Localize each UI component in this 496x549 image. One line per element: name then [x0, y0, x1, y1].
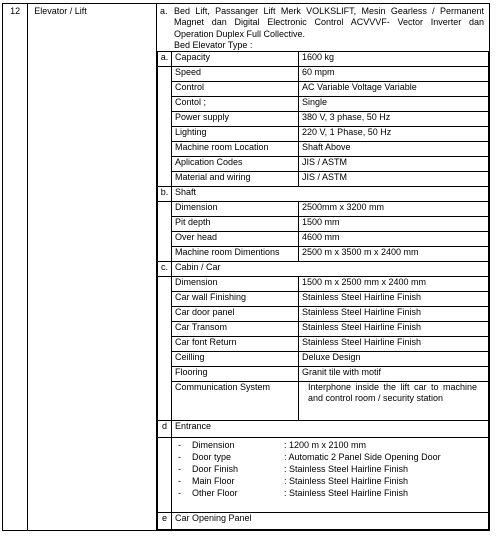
- communication-text: Interphone inside the lift car to machine and control room / security station: [307, 382, 477, 404]
- spec-value: Granit tile with motif: [298, 367, 488, 382]
- section-e-label: e: [157, 513, 171, 530]
- spec-key: Power supply: [171, 112, 298, 127]
- section-c-label: c.: [157, 262, 171, 277]
- spec-value: Stainless Steel Hairline Finish: [298, 337, 488, 352]
- label-cell: [157, 232, 171, 247]
- spec-value: 1500 m x 2500 mm x 2400 mm: [298, 277, 488, 292]
- entrance-value: : Stainless Steel Hairline Finish: [283, 476, 409, 486]
- spec-row: [157, 157, 488, 172]
- section-b-title: Shaft: [171, 187, 488, 202]
- label-cell: [157, 82, 171, 97]
- spec-row: [157, 232, 488, 247]
- spec-key: Contol ;: [171, 97, 298, 112]
- bullet-dash: -: [177, 440, 181, 450]
- label-cell: [157, 127, 171, 142]
- entrance-block: [157, 438, 488, 513]
- spec-key: Over head: [171, 232, 298, 247]
- label-cell: [157, 307, 171, 322]
- spec-key: Car font Return: [171, 337, 298, 352]
- label-cell: [157, 157, 171, 172]
- spec-value: 1500 mm: [298, 217, 488, 232]
- bullet-dash: -: [177, 452, 181, 462]
- spec-row: [157, 67, 488, 82]
- intro-label: a.: [159, 6, 168, 16]
- entrance-key: Door Finish: [191, 464, 238, 474]
- spec-value: 2500mm x 3200 mm: [298, 202, 488, 217]
- spec-value: JIS / ASTM: [298, 157, 488, 172]
- spec-table: [2, 3, 490, 531]
- spec-value: AC Variable Voltage Variable: [298, 82, 488, 97]
- section-c-title: Cabin / Car: [171, 262, 488, 277]
- spec-key: Pit depth: [171, 217, 298, 232]
- spec-key: Speed: [171, 67, 298, 82]
- entrance-key: Main Floor: [191, 476, 235, 486]
- spec-value: Stainless Steel Hairline Finish: [298, 322, 488, 337]
- bullet-dash: -: [177, 464, 181, 474]
- spec-value: 60 mpm: [298, 67, 488, 82]
- entrance-value: : Automatic 2 Panel Side Opening Door: [283, 452, 441, 462]
- label-cell: [157, 172, 171, 187]
- spec-document: [2, 3, 490, 541]
- spec-row: [157, 217, 488, 232]
- spec-key: Communication System: [171, 382, 298, 421]
- spec-value: 380 V, 3 phase, 50 Hz: [298, 112, 488, 127]
- spec-row: [157, 97, 488, 112]
- spec-key: Ceilling: [171, 352, 298, 367]
- section-d-label: d: [157, 421, 171, 438]
- label-cell: [157, 438, 171, 513]
- row-item: Elevator / Lift: [28, 4, 157, 531]
- label-cell: [157, 142, 171, 157]
- spec-key: Aplication Codes: [171, 157, 298, 172]
- spec-key: Car wall Finishing: [171, 292, 298, 307]
- section-d-title: Entrance: [171, 421, 488, 438]
- label-cell: [157, 202, 171, 217]
- spec-value: JIS / ASTM: [298, 172, 488, 187]
- spec-key: Dimension: [171, 202, 298, 217]
- spec-row: [157, 277, 488, 292]
- spec-key: Material and wiring: [171, 172, 298, 187]
- spec-value: 2500 m x 3500 m x 2400 mm: [298, 247, 488, 262]
- spec-row: [157, 337, 488, 352]
- entrance-key: Other Floor: [191, 488, 238, 498]
- section-e-header: [157, 513, 488, 530]
- spec-key: Dimension: [171, 277, 298, 292]
- spec-key: Capacity: [171, 52, 298, 67]
- label-cell: [157, 382, 171, 421]
- spec-value: [298, 382, 488, 421]
- spec-key: Car Transom: [171, 322, 298, 337]
- entrance-list: [178, 438, 485, 500]
- spec-key: Flooring: [171, 367, 298, 382]
- entrance-item: [178, 464, 485, 476]
- intro-block: [157, 4, 489, 51]
- entrance-key: Dimension: [191, 440, 235, 450]
- spec-value: 4600 mm: [298, 232, 488, 247]
- spec-row: [157, 127, 488, 142]
- bullet-dash: -: [177, 488, 181, 498]
- spec-row: [157, 292, 488, 307]
- label-cell: [157, 97, 171, 112]
- section-b-header: [157, 187, 488, 202]
- bullet-dash: -: [177, 476, 181, 486]
- label-cell: [157, 337, 171, 352]
- section-e-title: Car Opening Panel: [171, 513, 488, 530]
- spec-row-12: [3, 4, 490, 531]
- spec-key: Machine room Dimentions: [171, 247, 298, 262]
- spec-value: Stainless Steel Hairline Finish: [298, 292, 488, 307]
- spec-row: [157, 172, 488, 187]
- label-cell: [157, 322, 171, 337]
- spec-row: [157, 352, 488, 367]
- section-c-header: [157, 262, 488, 277]
- entrance-item: [178, 440, 485, 452]
- spec-subtable: [157, 51, 489, 530]
- entrance-item: [178, 488, 485, 500]
- section-b-label: b.: [157, 187, 171, 202]
- spec-row: [157, 322, 488, 337]
- entrance-list-cell: [171, 438, 488, 513]
- spec-key: Lighting: [171, 127, 298, 142]
- label-cell: [157, 67, 171, 82]
- label-cell: [157, 352, 171, 367]
- section-a-label: a.: [157, 52, 171, 67]
- label-cell: [157, 112, 171, 127]
- spec-row: [157, 112, 488, 127]
- entrance-item: [178, 452, 485, 464]
- intro-paragraph: Bed Lift, Passanger Lift Merk VOLKSLIFT, Mesin Gearless / Permanent Magnet dan Digital Electronic Control ACVVVF- Vector Inverter dan Operation Duplex Full Collective.: [173, 6, 484, 39]
- spec-value: 220 V, 1 Phase, 50 Hz: [298, 127, 488, 142]
- entrance-value: : Stainless Steel Hairline Finish: [283, 464, 409, 474]
- entrance-key: Door type: [191, 452, 232, 462]
- spec-row: [157, 247, 488, 262]
- spec-value: Shaft Above: [298, 142, 488, 157]
- spec-value: 1600 kg: [298, 52, 488, 67]
- spec-row-communication: [157, 382, 488, 421]
- spec-row: [157, 367, 488, 382]
- spec-row: [157, 202, 488, 217]
- label-cell: [157, 247, 171, 262]
- section-d-header: [157, 421, 488, 438]
- section-a-row: [157, 52, 488, 67]
- spec-row: [157, 307, 488, 322]
- label-cell: [157, 367, 171, 382]
- spec-value: Single: [298, 97, 488, 112]
- intro-text: [174, 6, 486, 51]
- spec-row: [157, 82, 488, 97]
- label-cell: [157, 217, 171, 232]
- spec-key: Machine room Location: [171, 142, 298, 157]
- label-cell: [157, 292, 171, 307]
- spec-value: Deluxe Design: [298, 352, 488, 367]
- entrance-value: : 1200 m x 2100 mm: [283, 440, 367, 450]
- row-number: 12: [3, 4, 28, 531]
- label-cell: [157, 277, 171, 292]
- spec-row: [157, 142, 488, 157]
- type-heading: Bed Elevator Type :: [173, 39, 253, 50]
- row-description: [156, 4, 489, 531]
- spec-key: Control: [171, 82, 298, 97]
- entrance-value: : Stainless Steel Hairline Finish: [283, 488, 409, 498]
- spec-key: Car door panel: [171, 307, 298, 322]
- spec-value: Stainless Steel Hairline Finish: [298, 307, 488, 322]
- entrance-item: [178, 476, 485, 488]
